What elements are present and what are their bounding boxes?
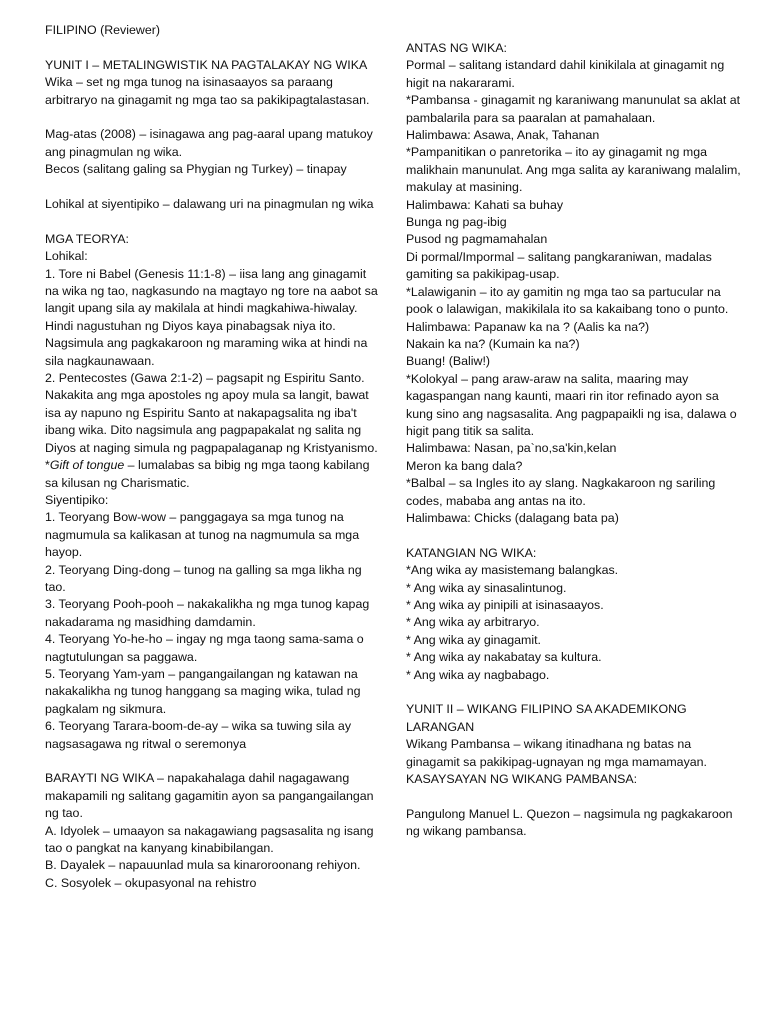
left-text-line: A. Idyolek – umaayon sa nakagawiang pagsasalita ng isang tao o pangkat na kanyang kinabibilangan. (45, 823, 378, 856)
right-text-line: Di pormal/Impormal – salitang pangkaraniwan, madalas gamiting sa pakikipag-usap. (406, 249, 716, 282)
right-text-line: Nakain ka na? (Kumain ka na?) (406, 336, 580, 351)
right-text-line: ANTAS NG WIKA: (406, 41, 507, 55)
left-text-line: 1. Teoryang Bow-wow – panggagaya sa mga tunog na nagmumula sa kalikasan at tunog na nagmumula sa mga hayop. (45, 510, 363, 560)
left-text-line: C. Sosyolek – okupasyonal na rehistro (45, 875, 257, 890)
right-text-line: KATANGIAN NG WIKA: (406, 545, 537, 560)
left-text-line: 5. Teoryang Yam-yam – pangangailangan ng katawan na nakakalikha ng tunog hanggang sa maging wika, tulad ng pagkalam ng sikmura. (45, 666, 364, 716)
left-text-block (45, 22, 380, 892)
left-text-line: BARAYTI NG WIKA – napakahalaga dahil nagagawang makapamili ng salitang gagamitin ayon sa pangangailangan ng tao. (45, 771, 378, 821)
right-text-line: Wikang Pambansa – wikang itinadhana ng batas na ginagamit sa pakikipag-ugnayan ng mga mamamayan. (406, 737, 707, 769)
right-text-line: Meron ka bang dala? (406, 458, 523, 473)
left-text-line: B. Dayalek – napauunlad mula sa kinaroroonang rehiyon. (45, 858, 361, 873)
left-text-line: Lohikal: (45, 249, 88, 264)
paragraph-gap (45, 179, 380, 196)
left-text-line: 2. Pentecostes (Gawa 2:1-2) – pagsapit ng Espiritu Santo. Nakakita ang mga apostoles ng apoy mula sa langit, bawat isa ay napuno ng Espiritu Santo at nakapagsalita ng iba't ibang wika. Dito nagsimula ang pagpapakalat ng salita ng Diyos at naging simula ng pagpapalaganap ng Kristyanismo. (45, 371, 378, 455)
left-text-line: FILIPINO (Reviewer) (45, 23, 160, 37)
left-text-line: 2. Teoryang Ding-dong – tunog na galling sa mga likha ng tao. (45, 562, 366, 594)
paragraph-gap (45, 109, 380, 126)
right-text-line: Halimbawa: Asawa, Anak, Tahanan (406, 128, 600, 143)
right-text-line: * Ang wika ay pinipili at isinasaayos. (406, 597, 604, 612)
right-column (406, 40, 745, 841)
right-text-block (406, 40, 745, 841)
right-text-line: Halimbawa: Kahati sa buhay (406, 197, 564, 212)
paragraph-gap (45, 39, 380, 56)
right-text-line: *Ang wika ay masistemang balangkas. (406, 563, 619, 578)
right-text-line: Pormal – salitang istandard dahil kinikilala at ginagamit ng higit na nakararami. (406, 58, 728, 90)
right-text-line: *Pampanitikan o panretorika – ito ay ginagamit ng mga malikhain manunulat. Ang mga salita ay karaniwang malalim, makulay at masining. (406, 145, 745, 195)
emphasized-term: Gift of tongue (49, 458, 125, 473)
right-text-line: * Ang wika ay nakabatay sa kultura. (406, 650, 602, 665)
right-text-line: KASAYSAYAN NG WIKANG PAMBANSA: (406, 772, 638, 787)
term-definition: – lumalabas sa bibig ng mga taong kabilang sa kilusan ng Charismatic. (45, 458, 373, 490)
right-text-line: *Kolokyal – pang araw-araw na salita, maaring may kagaspangan nang kaunti, maari rin itor refinado ayon sa kung sino ang nagsasalita. Ang pagpapaikli ng isa, dalawa o higit pang titik sa salita. (406, 371, 741, 438)
left-text-line: Mag-atas (2008) – isinagawa ang pag-aaral upang matukoy ang pinagmulan ng wika. (45, 127, 377, 159)
right-text-line: * Ang wika ay arbitraryo. (406, 615, 540, 630)
right-text-line: Halimbawa: Chicks (dalagang bata pa) (406, 510, 619, 525)
left-text-line: MGA TEORYA: (45, 231, 130, 246)
paragraph-gap (406, 788, 741, 805)
left-text-line: 3. Teoryang Pooh-pooh – nakakalikha ng mga tunog kapag nakadarama ng masidhing damdamin. (45, 597, 373, 629)
right-text-line: *Pambansa - ginagamit ng karaniwang manunulat sa aklat at pambalarila para sa paaralan at pamahalaan. (406, 93, 744, 125)
right-text-line: *Lalawiganin – ito ay gamitin ng mga tao sa partucular na pook o lalawigan, makikilala ito sa kakaibang tono o punto. (406, 284, 729, 317)
left-text-line: 4. Teoryang Yo-he-ho – ingay ng mga taong sama-sama o nagtutulungan sa paggawa. (45, 632, 368, 664)
left-text-line: Becos (salitang galing sa Phygian ng Turkey) – tinapay (45, 162, 347, 177)
right-text-line: Halimbawa: Nasan, pa`no,sa'kin,kelan (406, 441, 617, 456)
left-text-line (45, 457, 380, 492)
left-text-line: YUNIT I – METALINGWISTIK NA PAGTALAKAY NG WIKA (45, 57, 368, 72)
left-text-line: Siyentipiko: (45, 492, 109, 507)
right-text-line: * Ang wika ay sinasalintunog. (406, 580, 567, 595)
paragraph-gap (45, 753, 380, 770)
paragraph-gap (406, 684, 741, 701)
paragraph-gap (406, 527, 741, 544)
right-text-line: Buang! (Baliw!) (406, 354, 491, 369)
right-text-line: * Ang wika ay nagbabago. (406, 667, 550, 682)
right-text-line: *Balbal – sa Ingles ito ay slang. Nagkakaroon ng sariling codes, mababa ang antas na ito. (406, 476, 719, 508)
left-text-line: 6. Teoryang Tarara-boom-de-ay – wika sa tuwing sila ay nagsasagawa ng ritwal o seremonya (45, 719, 355, 751)
right-text-line: Pusod ng pagmamahalan (406, 232, 548, 247)
right-text-line: Halimbawa: Papanaw ka na ? (Aalis ka na?) (406, 319, 650, 334)
right-text-line: Pangulong Manuel L. Quezon – nagsimula ng pagkakaroon ng wikang pambansa. (406, 806, 736, 839)
right-text-line: YUNIT II – WIKANG FILIPINO SA AKADEMIKONG LARANGAN (406, 702, 691, 734)
left-text-line: Wika – set ng mga tunog na isinasaayos sa paraang arbitraryo na ginagamit ng mga tao sa pakikipagtalastasan. (45, 75, 370, 107)
left-text-line: Lohikal at siyentipiko – dalawang uri na pinagmulan ng wika (45, 197, 374, 212)
right-text-line: * Ang wika ay ginagamit. (406, 632, 541, 647)
right-text-line: Bunga ng pag-ibig (406, 215, 507, 230)
bullet-prefix: * (45, 458, 50, 473)
left-text-line: 1. Tore ni Babel (Genesis 11:1-8) – iisa lang ang ginagamit na wika ng tao, nagkasundo na magtayo ng tore na aabot sa langit upang sila ay makilala at hindi magkahiwa-hiwalay. Hindi nagustuhan ng Diyos kaya pinabagsak niya ito. Nagsimula ang pagkakaroon ng maraming wika at hindi na sila nagkaunawaan. (45, 266, 382, 368)
paragraph-gap (45, 213, 380, 230)
left-column (45, 22, 380, 892)
